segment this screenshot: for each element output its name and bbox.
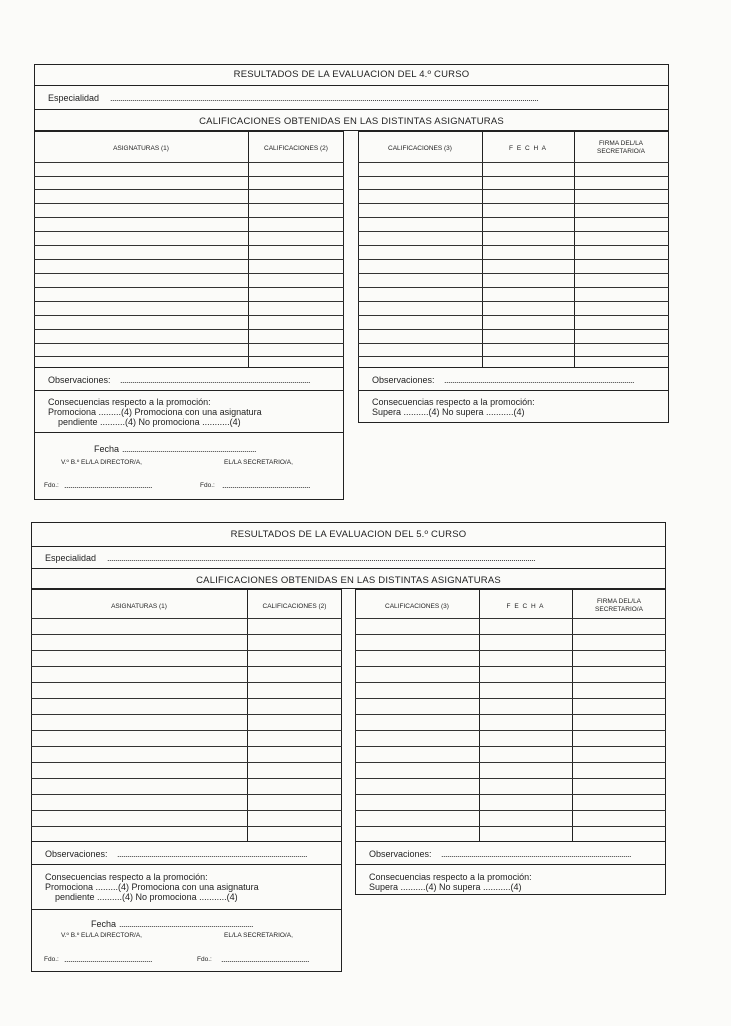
grades2-header: CALIFICACIONES (2) [264,145,328,152]
promo-line-2: pendiente ..........(4) No promociona ...........(4) [58,417,241,427]
grades-title: CALIFICACIONES OBTENIDAS EN LAS DISTINTAS ASIGNATURAS [199,116,504,127]
specialty-label: Especialidad [45,553,97,563]
director-label: V.º B.º EL/LA DIRECTOR/A, [61,459,142,466]
observations-label: Observaciones: [48,375,111,385]
left-table-rows[interactable] [34,131,344,368]
promo-line-1: Promociona .........(4) Promociona con una asignatura [48,407,262,417]
block-title: RESULTADOS DE LA EVALUACION DEL 4.º CURSO [233,69,470,80]
signature-header: FIRMA DEL/LA SECRETARIO/A [595,598,643,613]
subjects-header: ASIGNATURAS (1) [111,603,167,610]
specialty-field[interactable]: ...................................................................................................................................................................................................................... [107,553,536,563]
secretary-signature-field[interactable]: ............................................ [221,954,310,964]
date-field[interactable]: ................................................................... [122,444,257,454]
promo-line-1: Promociona .........(4) Promociona con una asignatura [45,882,259,892]
block-title: RESULTADOS DE LA EVALUACION DEL 5.º CURSO [230,529,467,540]
right-observations-field[interactable]: ............................................................................................... [441,849,632,859]
right-table-rows[interactable] [358,131,669,368]
right-observations-label: Observaciones: [372,375,435,385]
left-table-rows[interactable] [31,589,342,842]
grades2-header: CALIFICACIONES (2) [262,603,327,610]
secretary-signature-field[interactable]: ............................................ [222,480,311,490]
secretary-signed-label: Fdo.: [200,482,215,489]
right-promo-line: Supera ..........(4) No supera ...........(4) [372,407,525,417]
grades3-header: CALIFICACIONES (3) [385,603,449,610]
grades3-header: CALIFICACIONES (3) [388,145,452,152]
observations-field[interactable]: ............................................................................................... [120,375,311,385]
right-observations-field[interactable]: ............................................................................................... [444,375,635,385]
signature-header: FIRMA DEL/LA SECRETARIO/A [597,140,645,155]
right-observations-label: Observaciones: [369,849,432,859]
secretary-label: EL/LA SECRETARIO/A, [224,932,293,939]
grades-title: CALIFICACIONES OBTENIDAS EN LAS DISTINTAS ASIGNATURAS [196,575,501,586]
date-header: F E C H A [506,603,545,610]
promo-line-2: pendiente ..........(4) No promociona ...........(4) [55,892,238,902]
date-label: Fecha [91,919,117,929]
evaluation-block-4 [34,64,669,500]
date-field[interactable]: ................................................................... [119,919,254,929]
evaluation-block-5 [31,522,666,964]
specialty-field[interactable]: ...................................................................................................................................................................................................................... [110,93,539,103]
director-signed-label: Fdo.: [44,482,59,489]
left-footer-box [31,841,342,972]
right-consequences-label: Consecuencias respecto a la promoción: [372,397,535,407]
consequences-label: Consecuencias respecto a la promoción: [45,872,208,882]
right-promo-line: Supera ..........(4) No supera ...........(4) [369,882,522,892]
director-label: V.º B.º EL/LA DIRECTOR/A, [61,932,142,939]
subjects-header: ASIGNATURAS (1) [113,145,169,152]
date-label: Fecha [94,444,120,454]
right-consequences-label: Consecuencias respecto a la promoción: [369,872,532,882]
director-signature-field[interactable]: ............................................ [64,954,153,964]
director-signature-field[interactable]: ............................................ [64,480,153,490]
consequences-label: Consecuencias respecto a la promoción: [48,397,211,407]
director-signed-label: Fdo.: [44,956,59,963]
right-table-rows[interactable] [355,589,666,842]
date-header: F E C H A [509,145,547,152]
secretary-signed-label: Fdo.: [197,956,212,963]
secretary-label: EL/LA SECRETARIO/A, [224,459,293,466]
observations-field[interactable]: ............................................................................................... [117,849,308,859]
observations-label: Observaciones: [45,849,108,859]
specialty-label: Especialidad [48,93,100,103]
